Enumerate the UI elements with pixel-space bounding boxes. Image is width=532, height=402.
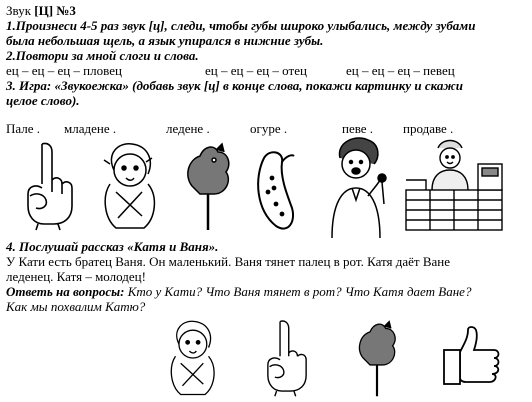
title-prefix: Звук: [6, 3, 35, 18]
cucumber-icon: [250, 148, 300, 232]
syllable-chain: ец – ец – ец – пловец: [6, 63, 122, 78]
questions-line1: [6, 284, 471, 299]
baby-icon: [160, 318, 224, 398]
task4-title: 4. Послушай рассказ «Катя и Ваня».: [6, 239, 219, 254]
seller-icon: [402, 134, 506, 234]
syllable-chain: ец – ец – ец – певец: [346, 63, 455, 78]
lollipop-icon: [178, 140, 238, 232]
finger-icon: [262, 318, 312, 398]
task3-line2: целое слово).: [6, 93, 80, 108]
word-blank: Пале .: [6, 121, 41, 136]
singer-icon: [322, 134, 398, 242]
word-blank: певе .: [342, 121, 374, 136]
task3-line1: 3. Игра: «Звукоежка» (добавь звук [ц] в конце слова, покажи картинку и скажи: [6, 78, 464, 93]
lollipop-icon: [350, 318, 404, 398]
thumbs-up-icon: [440, 324, 504, 390]
word-blank: ледене .: [166, 121, 210, 136]
title-number: №3: [53, 3, 76, 18]
story-line2: леденец. Катя – молодец!: [6, 269, 146, 284]
finger-icon: [22, 140, 78, 232]
questions-label: Ответь на вопросы:: [6, 284, 125, 299]
task1-line2: была небольшая щель, а язык упирался в нижние зубы.: [6, 33, 324, 48]
word-blank: продаве .: [403, 121, 454, 136]
syllable-chain: ец – ец – ец – отец: [205, 63, 307, 78]
questions-line2: Как мы похвалим Катю?: [6, 299, 146, 314]
task1-line1: 1.Произнеси 4-5 раз звук [ц], следи, чтобы губы широко улыбались, между зубами: [6, 18, 476, 33]
title-sound: [Ц]: [34, 3, 54, 18]
baby-icon: [96, 140, 162, 232]
task2-title: 2.Повтори за мной слоги и слова.: [6, 48, 199, 63]
questions-text: Кто у Кати? Что Ваня тянет в рот? Что Катя дает Ване?: [124, 284, 472, 299]
story-line1: У Кати есть братец Ваня. Он маленький. Ваня тянет палец в рот. Катя даёт Ване: [6, 254, 450, 269]
word-blank: младене .: [64, 121, 117, 136]
worksheet-title: [6, 3, 76, 18]
word-blank: огуре .: [250, 121, 288, 136]
